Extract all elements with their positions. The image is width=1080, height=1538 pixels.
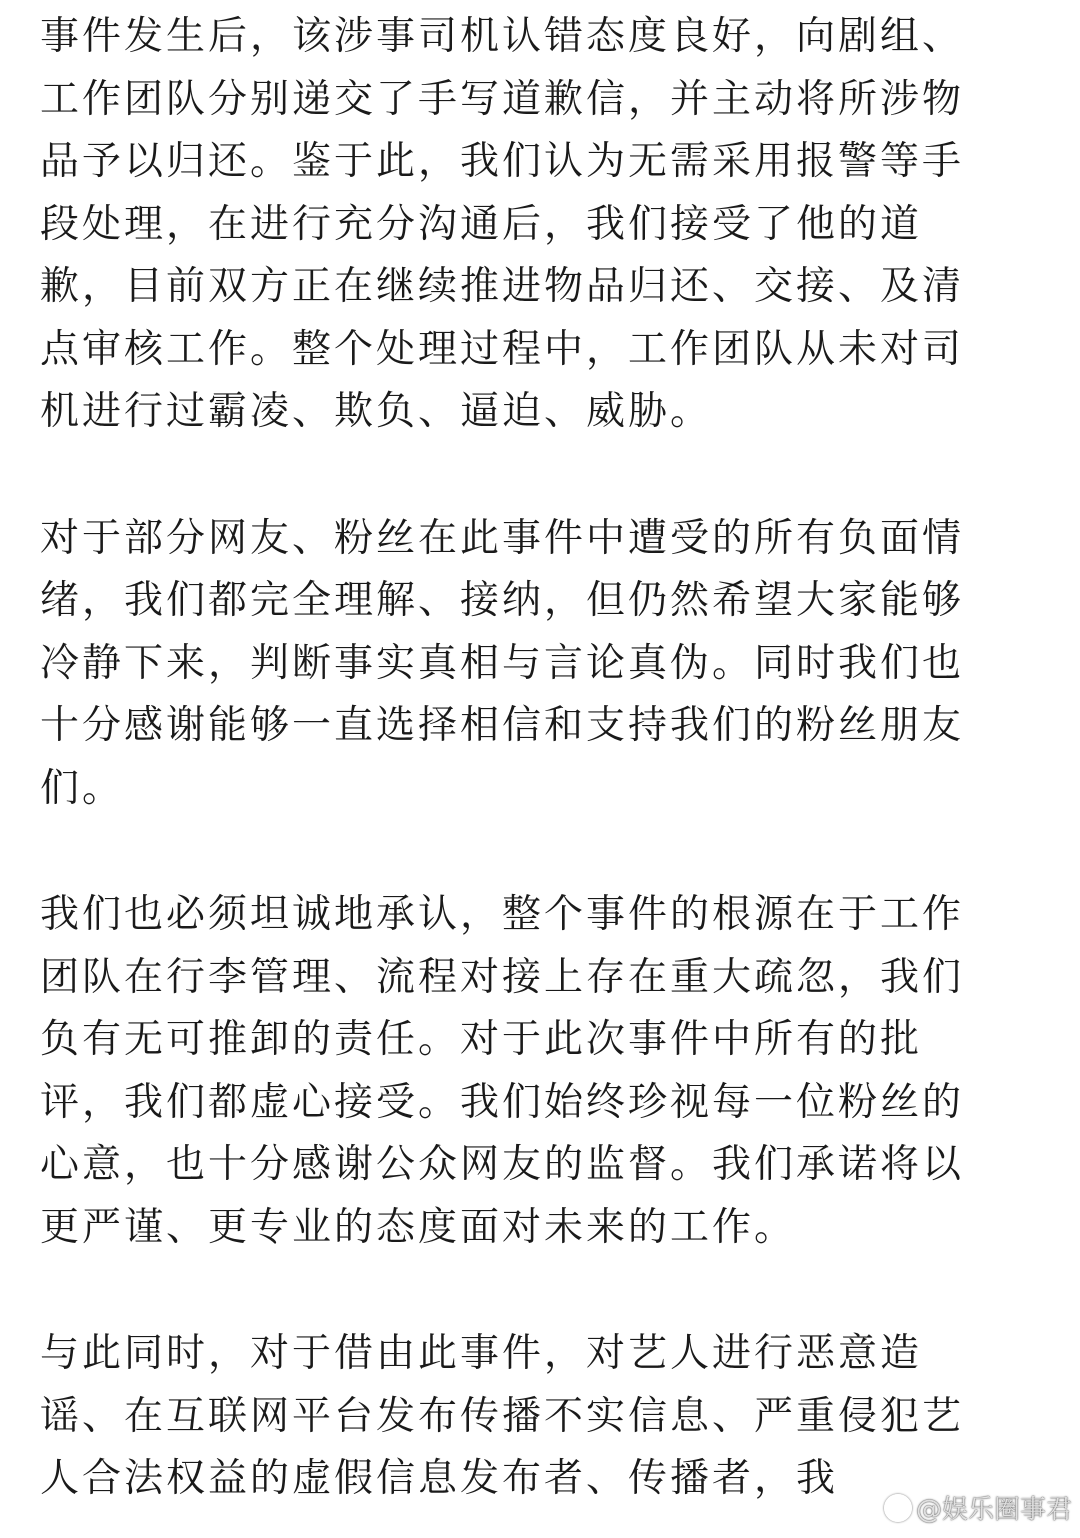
text-line: 我们也必须坦诚地承认，整个事件的根源在于工作 xyxy=(40,892,965,937)
watermark-text: @娱乐圈事君 xyxy=(915,1495,1072,1525)
text-line: 谣、在互联网平台发布传播不实信息、严重侵犯艺 xyxy=(40,1393,965,1439)
text-line: 评，我们都虚心接受。我们始终珍视每一位粉丝的 xyxy=(40,1079,965,1125)
paragraph-spacer xyxy=(40,820,1040,884)
text-line: 负有无可推卸的责任。对于此次事件中所有的批 xyxy=(40,1017,923,1062)
text-line: 团队在行李管理、流程对接上存在重大疏忽，我们 xyxy=(40,954,965,1000)
text-line: 段处理，在进行充分沟通后，我们接受了他的道 xyxy=(40,201,923,247)
text-line: 事件发生后，该涉事司机认错态度良好，向剧组、 xyxy=(40,14,965,59)
text-line: 十分感谢能够一直选择相信和支持我们的粉丝朋友 xyxy=(40,703,965,748)
paragraph-3 xyxy=(40,884,1040,1259)
text-line: 对于部分网友、粉丝在此事件中遭受的所有负面情 xyxy=(40,515,965,561)
text-line: 更严谨、更专业的态度面对未来的工作。 xyxy=(40,1204,797,1250)
text-line: 绪，我们都完全理解、接纳，但仍然希望大家能够 xyxy=(40,578,965,623)
paragraph-spacer xyxy=(40,1259,1040,1323)
text-line: 人合法权益的虚假信息发布者、传播者，我 xyxy=(40,1456,839,1501)
text-line: 点审核工作。整个处理过程中，工作团队从未对司 xyxy=(40,326,965,372)
document-body xyxy=(40,6,1040,1511)
text-line: 歉，目前双方正在继续推进物品归还、交接、及清 xyxy=(40,264,965,309)
watermark xyxy=(884,1489,1072,1526)
paragraph-spacer xyxy=(40,444,1040,508)
text-line: 心意，也十分感谢公众网友的监督。我们承诺将以 xyxy=(40,1142,965,1187)
paragraph-1 xyxy=(40,6,1040,444)
text-line: 工作团队分别递交了手写道歉信，并主动将所涉物 xyxy=(40,76,965,122)
text-line: 们。 xyxy=(40,765,125,811)
weibo-logo-icon xyxy=(884,1494,912,1522)
text-line: 机进行过霸凌、欺负、逼迫、威胁。 xyxy=(40,389,713,434)
text-line: 品予以归还。鉴于此，我们认为无需采用报警等手 xyxy=(40,139,965,184)
paragraph-2 xyxy=(40,508,1040,821)
paragraph-4 xyxy=(40,1323,1040,1511)
text-line: 冷静下来，判断事实真相与言论真伪。同时我们也 xyxy=(40,640,965,686)
text-line: 与此同时，对于借由此事件，对艺人进行恶意造 xyxy=(40,1331,923,1376)
